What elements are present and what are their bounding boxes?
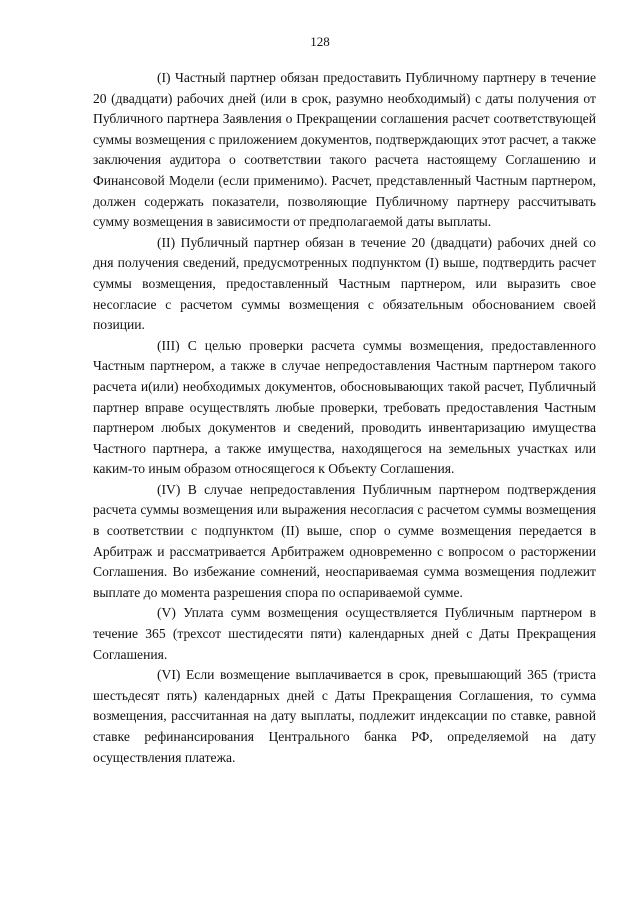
paragraph-marker: (VI) [157, 667, 181, 683]
page-number: 128 [310, 34, 330, 49]
paragraph-v [93, 603, 596, 665]
paragraph-text: Если возмещение выплачивается в срок, превышающий 365 (триста шестьдесят пять) календарных дней с Даты Прекращения Соглашения, то сумма возмещения, рассчитанная на дату выплаты, подлежит индексации по ставке, равной ставке рефинансирования Центрального банка РФ, определяемой на дату осуществления платежа. [93, 667, 596, 765]
document-body [93, 68, 596, 768]
paragraph-marker: (I) [157, 70, 171, 85]
paragraph-i [93, 68, 596, 233]
paragraph-text: Частный партнер обязан предоставить Публичному партнеру в течение 20 (двадцати) рабочих дней (или в срок, разумно необходимый) с даты получения от Публичного партнера Заявления о Прекращении соглашения расчет соответствующей суммы возмещения с приложением документов, подтверждающих этот расчет, а также заключения аудитора о соответствии такого расчета настоящему Соглашению и Финансовой Модели (если применимо). Расчет, представленный Частным партнером, должен содержать показатели, позволяющие Публичному партнеру рассчитывать сумму возмещения в зависимости от предполагаемой даты выплаты. [93, 70, 597, 230]
paragraph-iii [93, 336, 596, 480]
paragraph-iv [93, 480, 596, 604]
paragraph-marker: (IV) [157, 481, 181, 497]
paragraph-vi [93, 665, 596, 768]
paragraph-ii [93, 233, 596, 336]
paragraph-text: Уплата сумм возмещения осуществляется Публичным партнером в течение 365 (трехсот шестидесяти пяти) календарных дней с Даты Прекращения Соглашения. [93, 605, 596, 662]
paragraph-text: В случае непредоставления Публичным партнером подтверждения расчета суммы возмещения или выражения несогласия с расчетом суммы возмещения в соответствии с подпунктом (II) выше, спор о сумме возмещения передается в Арбитраж и рассматривается Арбитражем одновременно с вопросом о расторжении Соглашения. Во избежание сомнений, неоспариваемая сумма возмещения подлежит выплате до момента разрешения спора по оспариваемой сумме. [93, 481, 596, 600]
paragraph-marker: (II) [157, 234, 176, 250]
paragraph-marker: (III) [157, 337, 180, 353]
paragraph-text: Публичный партнер обязан в течение 20 (двадцати) рабочих дней со дня получения сведений, предусмотренных подпунктом (I) выше, подтвердить расчет суммы возмещения, предоставленный Частным партнером, или выразить свое несогласие с расчетом суммы возмещения с обязательным обоснованием своей позиции. [93, 234, 596, 333]
paragraph-text: С целью проверки расчета суммы возмещения, предоставленного Частным партнером, а также в случае непредоставления Частным партнером такого расчета и(или) необходимых документов, обосновывающих такой расчет, Публичный партнер вправе осуществлять любые проверки, требовать предоставления Частным партнером любых документов и сведений, проводить инвентаризацию имущества Частного партнера, а также имущества, находящегося на земельных участках или каким-то иным образом относящегося к Объекту Соглашения. [93, 337, 596, 477]
paragraph-marker: (V) [157, 605, 176, 621]
